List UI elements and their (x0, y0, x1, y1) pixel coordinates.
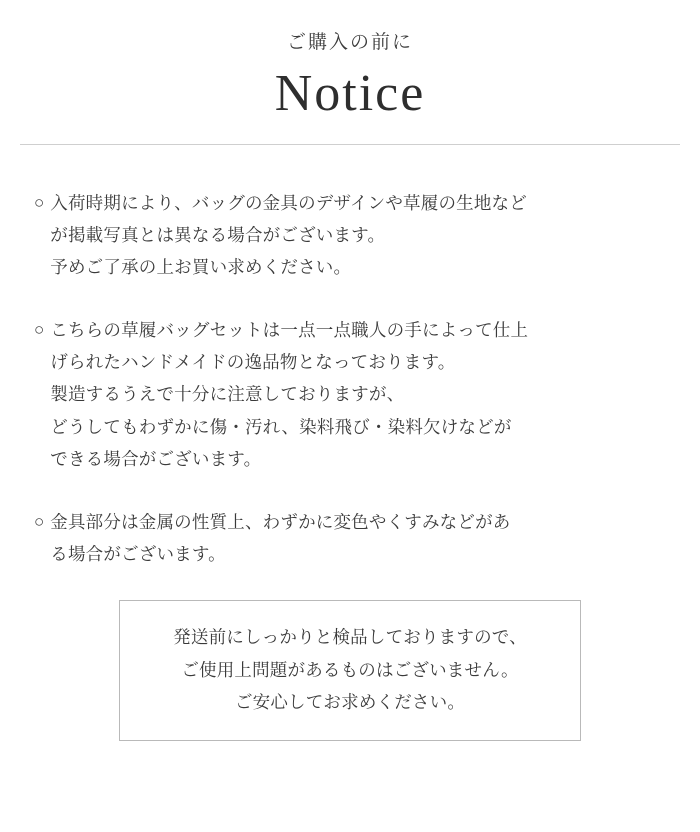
note-line: げられたハンドメイドの逸品物となっております。 (50, 352, 456, 373)
note-line: 製造するうえで十分に注意しておりますが、 (50, 384, 405, 405)
note-line: る場合がございます。 (50, 543, 226, 564)
notice-list (0, 145, 700, 571)
assurance-line: ご使用上問題があるものはございません。 (181, 659, 519, 680)
bullet-circle-icon: ○ (34, 192, 45, 212)
note-line: こちらの草履バッグセットは一点一点職人の手によって仕上 (50, 319, 529, 340)
note-line: が掲載写真とは異なる場合がございます。 (50, 224, 386, 245)
assurance-line: ご安心してお求めください。 (234, 692, 466, 713)
bullet-circle-icon: ○ (34, 511, 45, 531)
page-title: Notice (274, 64, 426, 122)
note-line: 予めご了承の上お買い求めください。 (50, 257, 352, 278)
note-line: できる場合がございます。 (50, 449, 262, 470)
list-item (34, 506, 666, 571)
note-line: 金具部分は金属の性質上、わずかに変色やくすみなどがあ (50, 511, 511, 532)
assurance-line: 発送前にしっかりと検品しておりますので、 (173, 627, 527, 648)
assurance-box (119, 600, 581, 741)
page-header (0, 0, 700, 126)
note-line: どうしてもわずかに傷・汚れ、染料飛び・染料欠けなどが (50, 416, 512, 437)
note-text (50, 506, 666, 571)
note-line: 入荷時期により、バッグの金具のデザインや草履の生地など (50, 192, 527, 213)
note-text (50, 187, 666, 284)
bullet-circle-icon: ○ (34, 319, 45, 339)
note-text (50, 314, 666, 476)
list-item (34, 314, 666, 476)
assurance-box-wrapper (0, 600, 700, 741)
list-item (34, 187, 666, 284)
header-kicker: ご購入の前に (286, 32, 413, 53)
